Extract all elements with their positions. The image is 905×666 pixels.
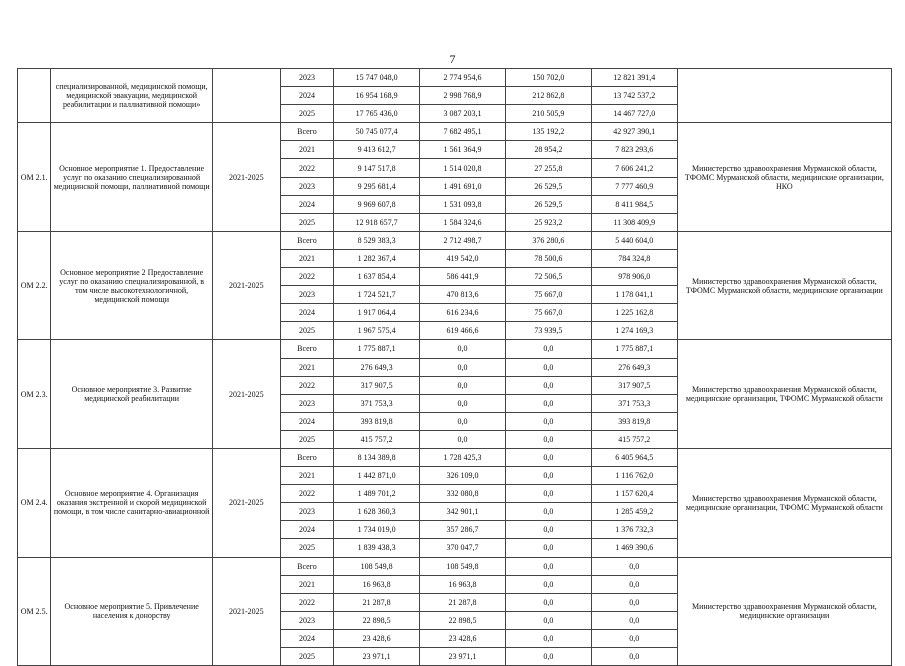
year-cell: 2024 <box>280 412 334 430</box>
total-value-cell: 317 907,5 <box>334 376 420 394</box>
table-row <box>18 340 892 358</box>
year-cell: 2021 <box>280 141 334 159</box>
total-value-cell: 17 765 436,0 <box>334 105 420 123</box>
year-cell: 2025 <box>280 539 334 557</box>
other-sources-cell: 7 777 460,9 <box>591 177 677 195</box>
table-row <box>18 448 892 466</box>
total-value-cell: 21 287,8 <box>334 593 420 611</box>
regional-budget-cell: 108 549,8 <box>420 557 506 575</box>
federal-budget-cell: 0,0 <box>505 629 591 647</box>
regional-budget-cell: 23 971,1 <box>420 648 506 666</box>
term-cell <box>212 69 280 123</box>
other-sources-cell: 393 819,8 <box>591 412 677 430</box>
year-cell: 2025 <box>280 105 334 123</box>
year-cell: Всего <box>280 123 334 141</box>
other-sources-cell: 0,0 <box>591 611 677 629</box>
federal-budget-cell: 25 923,2 <box>505 213 591 231</box>
measure-name-cell: Основное мероприятие 4. Организация оказания экстренной и скорой медицинской помощи, в том числе санитарно-авиационной <box>51 448 213 557</box>
measure-code-cell: ОМ 2.5. <box>18 557 51 666</box>
other-sources-cell: 978 906,0 <box>591 268 677 286</box>
term-cell: 2021-2025 <box>212 123 280 232</box>
measure-name-cell: Основное мероприятие 5. Привлечение населения к донорству <box>51 557 213 666</box>
table-row <box>18 69 892 87</box>
federal-budget-cell: 0,0 <box>505 376 591 394</box>
regional-budget-cell: 23 428,6 <box>420 629 506 647</box>
total-value-cell: 15 747 048,0 <box>334 69 420 87</box>
total-value-cell: 1 775 887,1 <box>334 340 420 358</box>
measure-name-cell: специализированной, медицинской помощи, медицинской эвакуации, медицинской реабилитации и паллиативной помощи» <box>51 69 213 123</box>
measure-code-cell <box>18 69 51 123</box>
term-cell: 2021-2025 <box>212 557 280 666</box>
federal-budget-cell: 0,0 <box>505 648 591 666</box>
total-value-cell: 1 489 701,2 <box>334 485 420 503</box>
regional-budget-cell: 342 901,1 <box>420 503 506 521</box>
term-cell: 2021-2025 <box>212 231 280 340</box>
total-value-cell: 9 295 681,4 <box>334 177 420 195</box>
regional-budget-cell: 0,0 <box>420 358 506 376</box>
federal-budget-cell: 26 529,5 <box>505 177 591 195</box>
federal-budget-cell: 0,0 <box>505 340 591 358</box>
other-sources-cell: 1 274 169,3 <box>591 322 677 340</box>
regional-budget-cell: 326 109,0 <box>420 467 506 485</box>
regional-budget-cell: 16 963,8 <box>420 575 506 593</box>
year-cell: 2023 <box>280 177 334 195</box>
year-cell: 2022 <box>280 268 334 286</box>
page-number: 7 <box>449 52 456 66</box>
other-sources-cell: 1 225 162,8 <box>591 304 677 322</box>
total-value-cell: 50 745 077,4 <box>334 123 420 141</box>
federal-budget-cell: 0,0 <box>505 611 591 629</box>
regional-budget-cell: 0,0 <box>420 394 506 412</box>
other-sources-cell: 7 823 293,6 <box>591 141 677 159</box>
year-cell: 2025 <box>280 213 334 231</box>
total-value-cell: 23 971,1 <box>334 648 420 666</box>
total-value-cell: 1 967 575,4 <box>334 322 420 340</box>
regional-budget-cell: 1 491 691,0 <box>420 177 506 195</box>
federal-budget-cell: 27 255,8 <box>505 159 591 177</box>
total-value-cell: 9 147 517,8 <box>334 159 420 177</box>
federal-budget-cell: 376 280,6 <box>505 231 591 249</box>
other-sources-cell: 0,0 <box>591 593 677 611</box>
measure-code-cell: ОМ 2.3. <box>18 340 51 449</box>
federal-budget-cell: 150 702,0 <box>505 69 591 87</box>
federal-budget-cell: 212 862,8 <box>505 87 591 105</box>
other-sources-cell: 7 606 241,2 <box>591 159 677 177</box>
year-cell: 2022 <box>280 485 334 503</box>
other-sources-cell: 0,0 <box>591 575 677 593</box>
federal-budget-cell: 0,0 <box>505 412 591 430</box>
total-value-cell: 415 757,2 <box>334 430 420 448</box>
regional-budget-cell: 370 047,7 <box>420 539 506 557</box>
federal-budget-cell: 78 500,6 <box>505 249 591 267</box>
year-cell: 2023 <box>280 503 334 521</box>
federal-budget-cell: 26 529,5 <box>505 195 591 213</box>
total-value-cell: 108 549,8 <box>334 557 420 575</box>
total-value-cell: 16 963,8 <box>334 575 420 593</box>
term-cell: 2021-2025 <box>212 448 280 557</box>
other-sources-cell: 1 469 390,6 <box>591 539 677 557</box>
federal-budget-cell: 0,0 <box>505 430 591 448</box>
other-sources-cell: 13 742 537,2 <box>591 87 677 105</box>
other-sources-cell: 8 411 984,5 <box>591 195 677 213</box>
total-value-cell: 12 918 657,7 <box>334 213 420 231</box>
federal-budget-cell: 75 667,0 <box>505 286 591 304</box>
table-body <box>18 69 892 666</box>
year-cell: 2021 <box>280 467 334 485</box>
measure-code-cell: ОМ 2.4. <box>18 448 51 557</box>
year-cell: 2024 <box>280 521 334 539</box>
executors-cell: Министерство здравоохранения Мурманской области, ТФОМС Мурманской области, медицинские организации, НКО <box>677 123 891 232</box>
other-sources-cell: 1 376 732,3 <box>591 521 677 539</box>
executors-cell <box>677 69 891 123</box>
regional-budget-cell: 616 234,6 <box>420 304 506 322</box>
federal-budget-cell: 73 939,5 <box>505 322 591 340</box>
regional-budget-cell: 21 287,8 <box>420 593 506 611</box>
total-value-cell: 23 428,6 <box>334 629 420 647</box>
year-cell: 2022 <box>280 159 334 177</box>
federal-budget-cell: 0,0 <box>505 539 591 557</box>
other-sources-cell: 12 821 391,4 <box>591 69 677 87</box>
other-sources-cell: 42 927 390,1 <box>591 123 677 141</box>
other-sources-cell: 415 757,2 <box>591 430 677 448</box>
regional-budget-cell: 0,0 <box>420 340 506 358</box>
term-cell: 2021-2025 <box>212 340 280 449</box>
regional-budget-cell: 2 998 768,9 <box>420 87 506 105</box>
regional-budget-cell: 7 682 495,1 <box>420 123 506 141</box>
other-sources-cell: 14 467 727,0 <box>591 105 677 123</box>
federal-budget-cell: 72 506,5 <box>505 268 591 286</box>
total-value-cell: 1 724 521,7 <box>334 286 420 304</box>
federal-budget-cell: 0,0 <box>505 358 591 376</box>
measure-name-cell: Основное мероприятие 2 Предоставление услуг по оказанию специализированной, в том числе высокотехнологичной, медицинской помощи <box>51 231 213 340</box>
federal-budget-cell: 28 954,2 <box>505 141 591 159</box>
executors-cell: Министерство здравоохранения Мурманской области, медицинские организации, ТФОМС Мурманской области <box>677 340 891 449</box>
year-cell: 2024 <box>280 304 334 322</box>
year-cell: 2024 <box>280 629 334 647</box>
total-value-cell: 1 637 854,4 <box>334 268 420 286</box>
other-sources-cell: 1 157 620,4 <box>591 485 677 503</box>
regional-budget-cell: 332 080,8 <box>420 485 506 503</box>
total-value-cell: 22 898,5 <box>334 611 420 629</box>
federal-budget-cell: 0,0 <box>505 557 591 575</box>
federal-budget-cell: 0,0 <box>505 575 591 593</box>
total-value-cell: 9 413 612,7 <box>334 141 420 159</box>
total-value-cell: 8 134 389,8 <box>334 448 420 466</box>
federal-budget-cell: 75 667,0 <box>505 304 591 322</box>
year-cell: Всего <box>280 557 334 575</box>
other-sources-cell: 1 775 887,1 <box>591 340 677 358</box>
other-sources-cell: 1 116 762,0 <box>591 467 677 485</box>
regional-budget-cell: 419 542,0 <box>420 249 506 267</box>
table-row <box>18 557 892 575</box>
regional-budget-cell: 1 561 364,9 <box>420 141 506 159</box>
federal-budget-cell: 0,0 <box>505 503 591 521</box>
total-value-cell: 9 969 607,8 <box>334 195 420 213</box>
table-row <box>18 231 892 249</box>
federal-budget-cell: 0,0 <box>505 521 591 539</box>
measure-code-cell: ОМ 2.2. <box>18 231 51 340</box>
other-sources-cell: 0,0 <box>591 629 677 647</box>
year-cell: 2021 <box>280 358 334 376</box>
regional-budget-cell: 0,0 <box>420 376 506 394</box>
federal-budget-cell: 0,0 <box>505 485 591 503</box>
other-sources-cell: 0,0 <box>591 557 677 575</box>
federal-budget-cell: 0,0 <box>505 394 591 412</box>
regional-budget-cell: 2 712 498,7 <box>420 231 506 249</box>
executors-cell: Министерство здравоохранения Мурманской области, медицинские организации, ТФОМС Мурманской области <box>677 448 891 557</box>
other-sources-cell: 276 649,3 <box>591 358 677 376</box>
executors-cell: Министерство здравоохранения Мурманской области, ТФОМС Мурманской области, медицинские организации <box>677 231 891 340</box>
year-cell: 2022 <box>280 376 334 394</box>
other-sources-cell: 371 753,3 <box>591 394 677 412</box>
total-value-cell: 1 282 367,4 <box>334 249 420 267</box>
total-value-cell: 1 442 871,0 <box>334 467 420 485</box>
other-sources-cell: 5 440 604,0 <box>591 231 677 249</box>
year-cell: 2021 <box>280 575 334 593</box>
other-sources-cell: 1 285 459,2 <box>591 503 677 521</box>
federal-budget-cell: 0,0 <box>505 593 591 611</box>
regional-budget-cell: 3 087 203,1 <box>420 105 506 123</box>
total-value-cell: 1 839 438,3 <box>334 539 420 557</box>
federal-budget-cell: 0,0 <box>505 448 591 466</box>
federal-budget-cell: 135 192,2 <box>505 123 591 141</box>
total-value-cell: 1 628 360,3 <box>334 503 420 521</box>
measure-name-cell: Основное мероприятие 1. Предоставление услуг по оказанию специализированной медицинской помощи, паллиативной помощи <box>51 123 213 232</box>
year-cell: 2023 <box>280 394 334 412</box>
year-cell: 2022 <box>280 593 334 611</box>
total-value-cell: 1 734 019,0 <box>334 521 420 539</box>
regional-budget-cell: 1 531 093,8 <box>420 195 506 213</box>
year-cell: 2023 <box>280 69 334 87</box>
other-sources-cell: 1 178 041,1 <box>591 286 677 304</box>
executors-cell: Министерство здравоохранения Мурманской области, медицинские организации <box>677 557 891 666</box>
total-value-cell: 8 529 383,3 <box>334 231 420 249</box>
regional-budget-cell: 586 441,9 <box>420 268 506 286</box>
other-sources-cell: 0,0 <box>591 648 677 666</box>
year-cell: Всего <box>280 448 334 466</box>
year-cell: 2023 <box>280 611 334 629</box>
other-sources-cell: 11 308 409,9 <box>591 213 677 231</box>
year-cell: 2025 <box>280 322 334 340</box>
other-sources-cell: 6 405 964,5 <box>591 448 677 466</box>
measure-name-cell: Основное мероприятие 3. Развитие медицинской реабилитации <box>51 340 213 449</box>
regional-budget-cell: 22 898,5 <box>420 611 506 629</box>
year-cell: 2024 <box>280 87 334 105</box>
regional-budget-cell: 0,0 <box>420 412 506 430</box>
year-cell: 2024 <box>280 195 334 213</box>
year-cell: 2021 <box>280 249 334 267</box>
regional-budget-cell: 1 584 324,6 <box>420 213 506 231</box>
total-value-cell: 276 649,3 <box>334 358 420 376</box>
total-value-cell: 1 917 064,4 <box>334 304 420 322</box>
regional-budget-cell: 470 813,6 <box>420 286 506 304</box>
regional-budget-cell: 2 774 954,6 <box>420 69 506 87</box>
regional-budget-cell: 619 466,6 <box>420 322 506 340</box>
measure-code-cell: ОМ 2.1. <box>18 123 51 232</box>
regional-budget-cell: 357 286,7 <box>420 521 506 539</box>
regional-budget-cell: 0,0 <box>420 430 506 448</box>
total-value-cell: 393 819,8 <box>334 412 420 430</box>
regional-budget-cell: 1 728 425,3 <box>420 448 506 466</box>
table-row <box>18 123 892 141</box>
total-value-cell: 16 954 168,9 <box>334 87 420 105</box>
total-value-cell: 371 753,3 <box>334 394 420 412</box>
year-cell: Всего <box>280 231 334 249</box>
other-sources-cell: 784 324,8 <box>591 249 677 267</box>
year-cell: 2023 <box>280 286 334 304</box>
federal-budget-cell: 210 505,9 <box>505 105 591 123</box>
year-cell: 2025 <box>280 648 334 666</box>
year-cell: 2025 <box>280 430 334 448</box>
year-cell: Всего <box>280 340 334 358</box>
federal-budget-cell: 0,0 <box>505 467 591 485</box>
regional-budget-cell: 1 514 020,8 <box>420 159 506 177</box>
budget-table <box>17 68 892 666</box>
other-sources-cell: 317 907,5 <box>591 376 677 394</box>
